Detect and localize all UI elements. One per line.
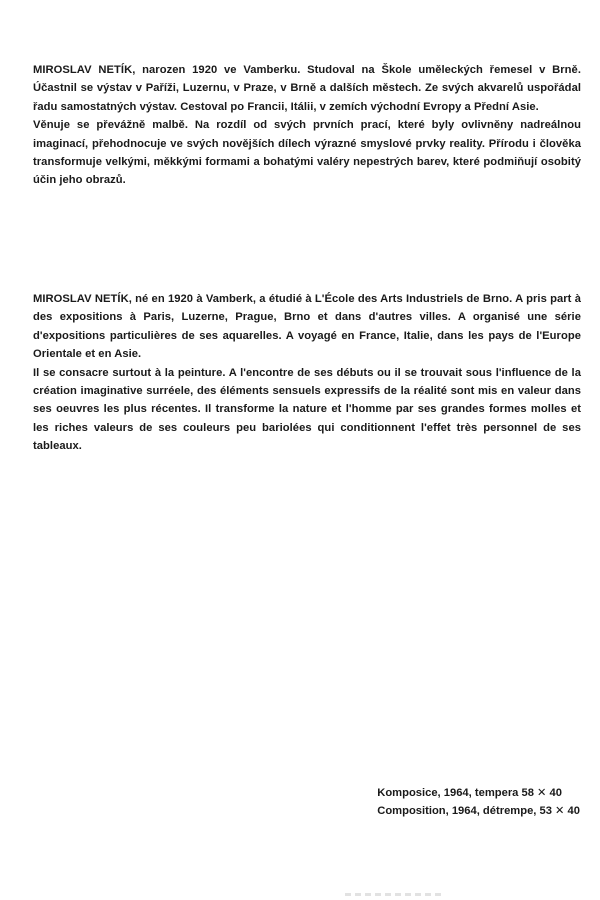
artwork-caption [377,784,580,821]
french-biography [33,290,581,456]
czech-paragraph-2: Věnuje se převážně malbě. Na rozdíl od svých prvních prací, které byly ovlivněny nadreálnou imaginací, přehodnocuje ve svých novějších dílech výrazné smyslové prvky reality. Přírodu i člověka transformuje velkými, měkkými formami a bohatými valéry nepestrých barev, které podmiňují osobitý účin jeho obrazů. [33,119,581,187]
french-paragraph-2: Il se consacre surtout à la peinture. A l'encontre de ses débuts ou il se trouvait sous l'influence de la création imaginative surréele, des éléments sensuels expressifs de la réalité sont mis en valeur dans ses oeuvres les plus récentes. Il transforme la nature et l'homme par ses grandes formes molles et les riches valeurs de ses couleurs peu bariolées qui conditionnent l'effet très personnel de ses tableaux. [33,366,581,453]
czech-paragraph-1: MIROSLAV NETÍK, narozen 1920 ve Vamberku. Studoval na Škole uměleckých řemesel v Brně. Účastnil se výstav v Paříži, Luzernu, v Praze, v Brně a dalších městech. Ze svých akvarelů uspořádal řadu samostatných výstav. Cestoval po Francii, Itálii, v zemích východní Evropy a Přední Asie. [33,64,581,113]
caption-czech: Komposice, 1964, tempera 58 ✕ 40 [377,787,562,799]
caption-french: Composition, 1964, détrempe, 53 ✕ 40 [377,805,580,818]
faint-footer-mark [345,893,445,896]
french-paragraph-1: MIROSLAV NETÍK, né en 1920 à Vamberk, a étudié à L'École des Arts Industriels de Brno. A pris part à des expositions à Paris, Luzerne, Prague, Brno et dans d'autres villes. A organisé une série d'expositions particulières de ses aquarelles. A voyagé en France, Italie, dans les pays de l'Europe Orientale et en Asie. [33,293,581,361]
czech-biography [33,61,581,190]
